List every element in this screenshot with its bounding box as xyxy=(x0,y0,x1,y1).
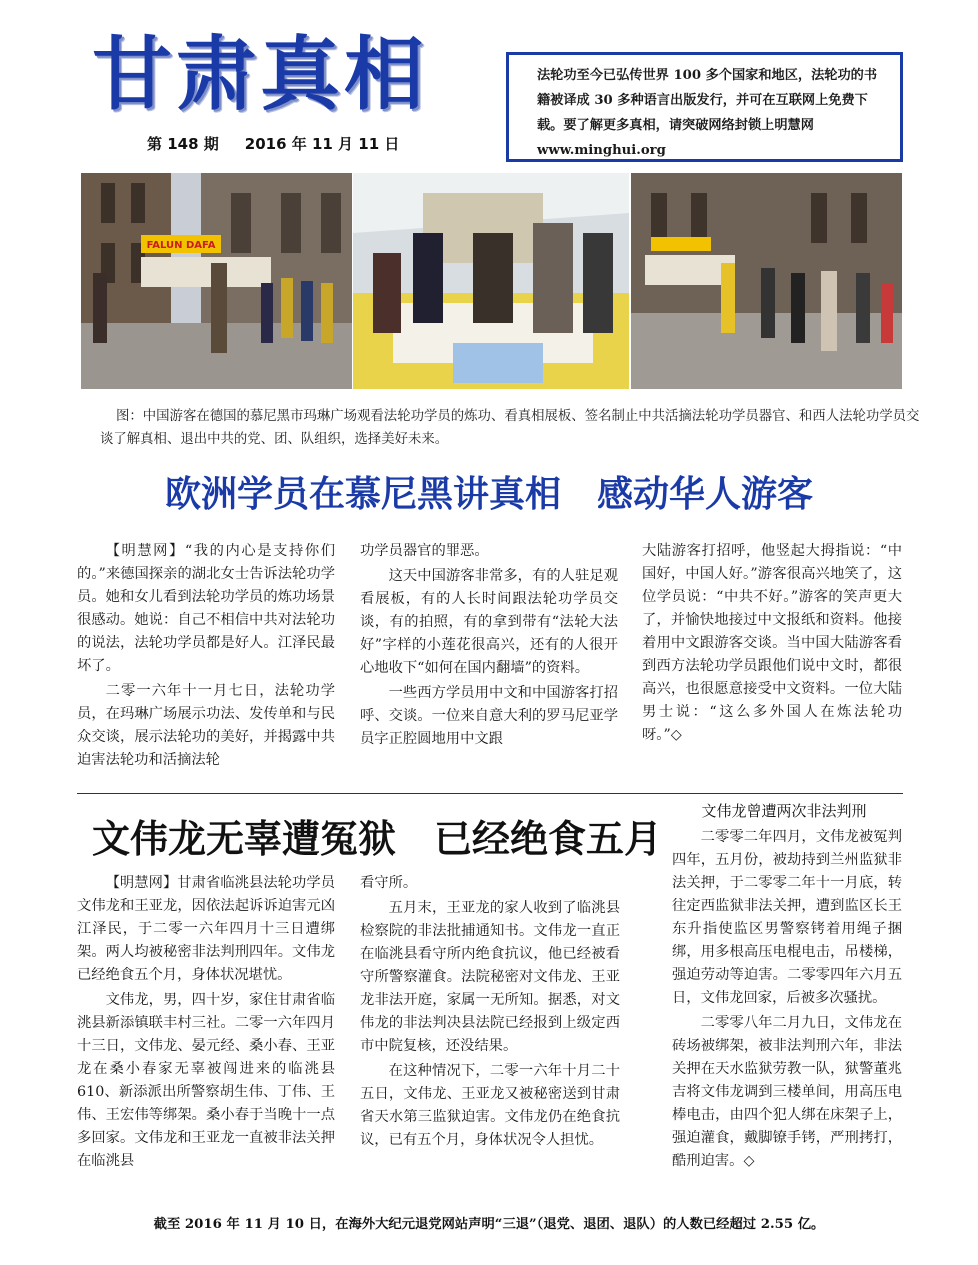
article1-column-3 xyxy=(642,540,902,749)
paragraph: 二零零二年四月，文伟龙被冤判四年，五月份，被劫持到兰州监狱非法关押，于二零零二年十一月底，转往定西监狱非法关押，遭到监区长王东升指使监区男警察铐着用绳子捆绑，用多根高压电棍电击，吊楼梯，强迫劳动等迫害。二零零四年六月五日，文伟龙回家，后被多次骚扰。 xyxy=(672,829,902,1006)
paragraph: 一些西方学员用中文和中国游客打招呼、交谈。一位来自意大利的罗马尼亚学员字正腔圆地用中文跟 xyxy=(360,685,618,747)
photo-strip xyxy=(81,173,902,389)
paragraph: 看守所。 xyxy=(360,875,418,891)
paragraph: 功学员器官的罪恶。 xyxy=(360,543,489,559)
photo-signature-table xyxy=(353,173,629,389)
paragraph: 【明慧网】“我的内心是支持你们的。”来德国探亲的湖北女士告诉法轮功学员。她和女儿看到法轮功学员的炼功场景很感动。她说：自己不相信中共对法轮功的说法，法轮功学员都是好人。江泽民最坏了。 xyxy=(77,543,335,674)
paragraph: 文伟龙，男，四十岁，家住甘肃省临洮县新添镇联丰村三社。二零一六年四月十三日，文伟龙、晏元经、桑小春、王亚龙在桑小春家无辜被闯进来的临洮县 610、新添派出所警察胡生伟、丁伟、王伟、王宏伟等绑架。桑小春于当晚十一点多回家。文伟龙和王亚龙一直被非法关押在临洮县 xyxy=(77,992,335,1169)
article1-headline: 欧洲学员在慕尼黑讲真相 感动华人游客 xyxy=(164,474,813,515)
paragraph: 在这种情况下，二零一六年十月二十五日，文伟龙、王亚龙又被秘密送到甘肃省天水第三监狱迫害。文伟龙仍在绝食抗议，已有五个月，身体状况令人担忧。 xyxy=(360,1063,620,1148)
paragraph: 这天中国游客非常多，有的人驻足观看展板，有的人长时间跟法轮功学员交谈，有的拍照，有的拿到带有“法轮大法好”字样的小莲花很高兴，还有的人很开心地收下“如何在国内翻墙”的资料。 xyxy=(360,568,618,676)
paragraph: 五月末，王亚龙的家人收到了临洮县检察院的非法批捕通知书。文伟龙一直正在临洮县看守所内绝食抗议，他已经被看守所警察灌食。法院秘密对文伟龙、王亚龙非法开庭，家属一无所知。据悉，对文伟龙的非法判决县法院已经报到上级定西市中院复核，还没结果。 xyxy=(360,900,620,1054)
footer-statement: 截至 2016 年 11 月 10 日，在海外大纪元退党网站声明“三退”（退党、退团、退队）的人数已经超过 2.55 亿。 xyxy=(153,1217,825,1232)
photo-caption: 图：中国游客在德国的慕尼黑市玛琳广场观看法轮功学员的炼功、看真相展板、签名制止中共活摘法轮功学员器官、和西人法轮功学员交谈了解真相、退出中共的党、团、队组织，选择美好未来。 xyxy=(100,409,920,447)
paragraph: 二零零八年二月九日，文伟龙在砖场被绑架，被非法判刑六年，非法关押在天水监狱劳教一队，狱警董兆吉将文伟龙调到三楼单间，用高压电棒电击，由四个犯人绑在床架子上，强迫灌食，戴脚镣手铐，严刑拷打，酷刑迫害。◇ xyxy=(672,1015,902,1169)
paragraph: 大陆游客打招呼，他竖起大拇指说：“中国好，中国人好。”游客很高兴地笑了，这位学员说：“中共不好。”游客的笑声更大了，并愉快地接过中文报纸和资料。他接着用中文跟游客交谈。当中国大陆游客看到西方法轮功学员跟他们说中文时，都很高兴，也很愿意接受中文资料。一位大陆男士说：“这么多外国人在炼法轮功呀。”◇ xyxy=(642,543,902,743)
sidebar-title: 文伟龙曾遭两次非法判刑 xyxy=(701,802,867,820)
issue-line xyxy=(147,133,447,154)
paragraph: 二零一六年十一月七日，法轮功学员，在玛琳广场展示功法、发传单和与民众交谈，展示法轮功的美好，并揭露中共迫害法轮功和活摘法轮 xyxy=(77,683,335,768)
article2-column-1 xyxy=(77,872,335,1175)
section-divider xyxy=(77,793,903,794)
banner-text: FALUN DAFA xyxy=(146,240,216,251)
sidebar-column xyxy=(672,826,902,1175)
article2-headline: 文伟龙无辜遭冤狱 已经绝食五月 xyxy=(92,817,663,861)
photo-square-display xyxy=(631,173,902,389)
masthead-title: 甘肃真相 xyxy=(92,28,428,121)
article1-column-2 xyxy=(360,540,618,753)
article2-column-2 xyxy=(360,872,620,1154)
issue-number: 第 148 期 xyxy=(147,135,219,153)
article1-column-1 xyxy=(77,540,335,774)
issue-date: 2016 年 11 月 11 日 xyxy=(244,135,400,153)
paragraph: 【明慧网】甘肃省临洮县法轮功学员文伟龙和王亚龙，因依法起诉诉迫害元凶江泽民，于二零一六年四月十三日遭绑架。两人均被秘密非法判刑四年。文伟龙已经绝食五个月，身体状况堪忧。 xyxy=(77,875,335,983)
photo-square-exercise xyxy=(81,173,352,389)
intro-box: 法轮功至今已弘传世界 100 多个国家和地区，法轮功的书籍被译成 30 多种语言出版发行，并可在互联网上免费下载。要了解更多真相，请突破网络封锁上明慧网 www.minghui.org xyxy=(506,52,903,162)
